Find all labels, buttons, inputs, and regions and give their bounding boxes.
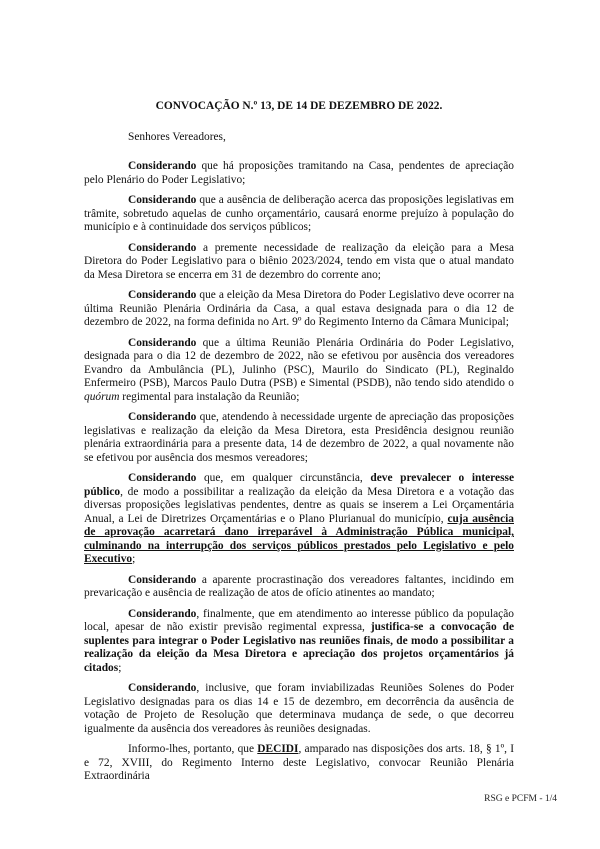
paragraph-text: , amparado nas disposições dos arts. 18, § 1º, I e 72, XVIII, do Regimento Interno deste Legislativo, convocar Reunião Plenária Extraordinária	[84, 743, 514, 782]
paragraph-text: regimental para instalação da Reunião;	[119, 390, 300, 403]
paragraph-text: que a última Reunião Plenária Ordinária do Poder Legislativo, designada para o dia 12 de dezembro de 2022, não se efetivou por ausência dos vereadores Evandro da Ambulância (PL), Julinho (PSC), Maurilo do Sindicato (PL), Reginaldo Enfermeiro (PSB), Marcos Paulo Dutra (PSB) e Simental (PSDB), não tendo sido atendido o	[84, 336, 514, 389]
keyword: Considerando	[128, 241, 197, 254]
italic-term: quórum	[84, 390, 120, 403]
paragraph-text: que, em qualquer circunstância,	[196, 472, 371, 484]
paragraph-text: a aparente procrastinação dos vereadores faltantes, incidindo em prevaricação e ausência de realização de atos de ofício atinentes ao mandato;	[84, 573, 514, 599]
paragraph-9	[84, 608, 514, 676]
paragraph-5	[84, 337, 514, 405]
paragraph-10	[84, 682, 514, 736]
page-footer: RSG e PCFM - 1/4	[484, 794, 557, 804]
bold-emphasis: justifica-se a convocação de suplentes para integrar o Poder Legislativo nas reuniões finais, de modo a possibilitar a realização da eleição da Mesa Diretora e apreciação dos projetos orçamentários já citados	[84, 621, 514, 674]
paragraph-6	[84, 411, 514, 465]
keyword: Considerando	[128, 194, 197, 206]
paragraph-2	[84, 194, 514, 235]
keyword: Considerando	[128, 472, 197, 484]
greeting: Senhores Vereadores,	[128, 130, 226, 143]
paragraph-text: , de modo a possibilitar a realização da eleição da Mesa Diretora e a votação das diversas proposições legislativas pendentes, dentre as quais se inserem a Lei Orçamentária Anual, a Lei de Diretrizes Orçamentárias e o Plano Plurianual do município,	[84, 485, 514, 525]
paragraph-text: a premente necessidade de realização da eleição para a Mesa Diretora do Poder Legislativo para o biênio 2023/2024, tendo em vista que o atual mandato da Mesa Diretora se encerra em 31 de dezembro do corrente ano;	[84, 241, 514, 281]
bold-emphasis: deve prevalecer o interesse público	[84, 472, 514, 498]
keyword: Considerando	[128, 607, 197, 620]
document-body	[84, 100, 514, 791]
underlined-emphasis: cuja ausência de aprovação acarretará dano irreparável à Administração Pública municipal, culminando na interrupção dos serviços públicos prestados pelo Legislativo e pelo Executivo	[84, 512, 514, 565]
paragraph-text: que, atendendo à necessidade urgente de apreciação das proposições legislativas e realização da eleição da Mesa Diretora, esta Presidência designou reunião plenária extraordinária para a presente data, 14 de dezembro de 2022, a qual novamente não se efetivou por ausência dos mesmos vereadores;	[84, 411, 514, 464]
keyword: Considerando	[128, 411, 197, 423]
paragraph-3	[84, 242, 514, 283]
document-title: CONVOCAÇÃO N.º 13, DE 14 DE DEZEMBRO DE 2022.	[155, 100, 443, 112]
paragraph-text: ;	[118, 661, 122, 674]
paragraph-8	[84, 574, 514, 601]
paragraph-4	[84, 289, 514, 330]
paragraph-text: que há proposições tramitando na Casa, pendentes de apreciação pelo Plenário do Poder Legislativo;	[84, 160, 514, 186]
paragraph-7	[84, 472, 514, 567]
keyword: Considerando	[128, 682, 197, 694]
keyword: Considerando	[128, 289, 197, 301]
paragraph-text: , inclusive, que foram inviabilizadas Reuniões Solenes do Poder Legislativo designadas para os dias 14 e 15 de dezembro, em decorrência da ausência de votação de Projeto de Resolução que determinava mudança de sede, o que decorreu igualmente da ausência dos vereadores às reuniões designadas.	[84, 682, 514, 735]
keyword: Considerando	[128, 573, 197, 586]
paragraph-text: Informo-lhes, portanto, que	[128, 743, 258, 755]
paragraph-text: que a eleição da Mesa Diretora do Poder Legislativo deve ocorrer na última Reunião Plenária Ordinária da Casa, a qual estava designada para o dia 12 de dezembro de 2022, na forma definida no Art. 9º do Regimento Interno da Câmara Municipal;	[84, 289, 514, 328]
paragraph-final	[84, 743, 514, 784]
paragraph-1	[84, 160, 514, 187]
paragraph-text: , finalmente, que em atendimento ao interesse público da população local, apesar de não existir previsão regimental expressa,	[84, 607, 514, 633]
decision-word: DECIDI	[257, 743, 299, 755]
keyword: Considerando	[128, 160, 197, 172]
paragraph-text: ;	[132, 553, 136, 565]
keyword: Considerando	[128, 336, 197, 349]
paragraph-text: que a ausência de deliberação acerca das proposições legislativas em trâmite, sobretudo aquelas de cunho orçamentário, causará enorme prejuízo à população do município e à continuidade dos serviços públicos;	[84, 194, 514, 233]
